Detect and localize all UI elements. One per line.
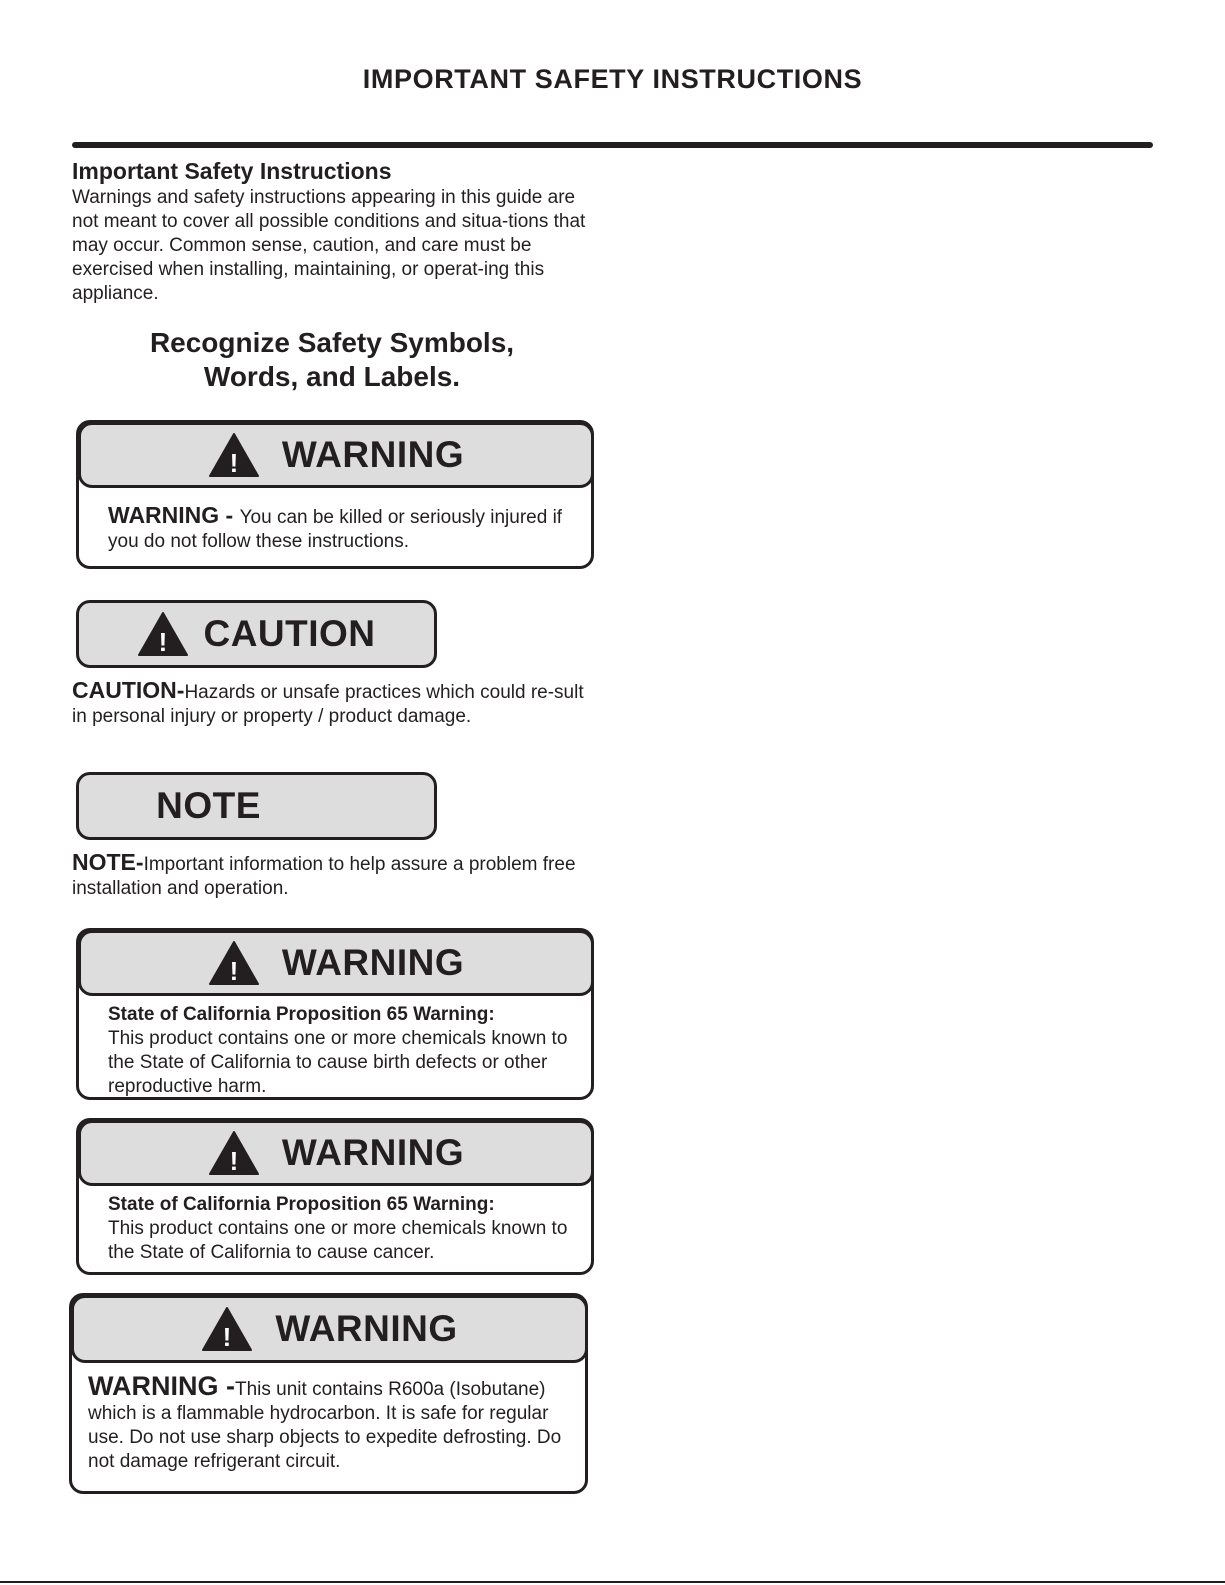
svg-text:!: ! xyxy=(229,956,239,986)
warning-body xyxy=(108,1003,578,1099)
warning-body xyxy=(108,1193,578,1265)
warning-triangle-icon xyxy=(208,940,260,986)
note-label xyxy=(76,772,437,840)
note-text: Important information to help assure a problem free installation and operation. xyxy=(72,854,576,899)
warning-header-label: WARNING xyxy=(281,1132,465,1173)
warning-header-label: WARNING xyxy=(275,1308,458,1349)
warning-triangle-icon xyxy=(208,432,260,478)
recognize-line-1: Recognize Safety Symbols, xyxy=(149,327,515,358)
warning-body xyxy=(108,503,578,554)
note-header-label: NOTE xyxy=(156,785,261,826)
warning-triangle-icon xyxy=(201,1306,253,1352)
caution-header-label: CAUTION xyxy=(203,613,376,654)
recognize-line-2: Words, and Labels. xyxy=(203,361,461,392)
page-title: IMPORTANT SAFETY INSTRUCTIONS xyxy=(362,64,863,94)
prop65-lead: State of California Proposition 65 Warning: xyxy=(108,1194,495,1215)
caution-text: Hazards or unsafe practices which could re-sult in personal injury or property / product damage. xyxy=(72,682,584,727)
intro-body: Warnings and safety instructions appearing in this guide are not meant to cover all possible conditions and situa-tions that may occur. Common sense, caution, and care must be exercised when installing, maintaining, or operat-ing this appliance. xyxy=(72,187,586,304)
warning-triangle-icon xyxy=(137,611,189,657)
warning-header-label: WARNING xyxy=(281,434,465,475)
warning-box-prop65-reproductive xyxy=(76,928,594,1100)
warning-header xyxy=(78,422,594,488)
caution-lead: CAUTION- xyxy=(72,677,185,703)
warning-text: This unit contains R600a (Isobutane) which is a flammable hydrocarbon. It is safe for regular use. Do not use sharp objects to expedite defrosting. Do not damage refrigerant circuit. xyxy=(88,1379,562,1472)
warning-body xyxy=(88,1371,578,1474)
warning-text: This product contains one or more chemicals known to the State of California to cause birth defects or other reproductive harm. xyxy=(108,1028,568,1097)
note-paragraph xyxy=(72,850,592,901)
svg-text:!: ! xyxy=(222,1322,232,1352)
header-rule xyxy=(72,142,1153,148)
warning-text: You can be killed or seriously injured if you do not follow these instructions. xyxy=(108,507,563,552)
warning-lead: WARNING - xyxy=(108,502,240,528)
warning-text: This product contains one or more chemicals known to the State of California to cause cancer. xyxy=(108,1218,568,1263)
warning-header xyxy=(71,1295,588,1363)
warning-triangle-icon xyxy=(208,1130,260,1176)
caution-paragraph xyxy=(72,678,592,729)
warning-box-refrigerant xyxy=(69,1293,588,1494)
warning-box-general xyxy=(76,420,594,569)
note-lead: NOTE- xyxy=(72,849,144,875)
prop65-lead: State of California Proposition 65 Warning: xyxy=(108,1004,495,1025)
recognize-heading xyxy=(72,326,592,394)
caution-label xyxy=(76,600,437,668)
intro-section xyxy=(72,156,592,306)
warning-header xyxy=(78,930,594,996)
warning-header-label: WARNING xyxy=(281,942,465,983)
page-bottom-edge xyxy=(0,1581,1225,1583)
svg-text:!: ! xyxy=(229,1146,239,1176)
svg-text:!: ! xyxy=(159,627,168,657)
svg-text:!: ! xyxy=(229,448,239,478)
intro-heading: Important Safety Instructions xyxy=(72,158,392,184)
warning-lead: WARNING - xyxy=(88,1371,235,1401)
warning-box-prop65-cancer xyxy=(76,1118,594,1275)
warning-header xyxy=(78,1120,594,1186)
